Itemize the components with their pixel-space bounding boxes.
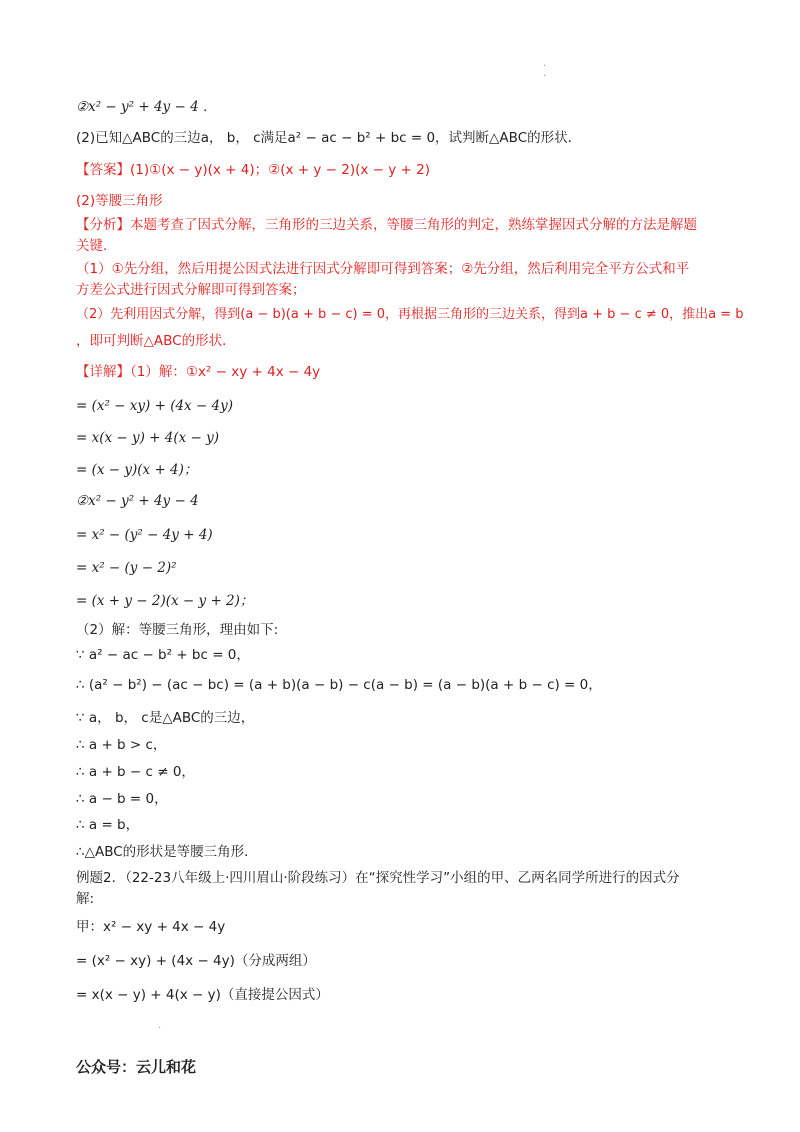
analysis-line-2: 关键． [76, 238, 117, 254]
analysis-line-5: （2）先利用因式分解，得到(a − b)(a + b − c) = 0，再根据三角形的三边关系，得到a + b − c ≠ 0，推出a = b [76, 307, 744, 322]
example-2-intro-line-2: 解: [76, 891, 95, 907]
scan-mark: . [158, 1020, 162, 1031]
problem-2-statement: (2)已知△ABC的三边a， b， c满足a² − ac − b² + bc = 0，试判断△ABC的形状． [76, 130, 582, 146]
detail-step-5: = x² − (y² − 4y + 4) [76, 527, 213, 543]
analysis-line-4: 方差公式进行因式分解即可得到答案； [76, 282, 306, 298]
proof-step-5: ∴ a + b − c ≠ 0， [76, 764, 195, 780]
answer-heading: 【答案】(1)①(x − y)(x + 4)；②(x + y − 2)(x − y + 2) [76, 162, 431, 178]
proof-step-3: ∵ a， b， c是△ABC的三边， [76, 710, 255, 726]
problem-part-2: ②x² − y² + 4y − 4 ． [76, 99, 217, 115]
proof-step-7: ∴ a = b， [76, 817, 140, 833]
footer-account: 公众号：云儿和花 [76, 1058, 197, 1076]
detail-step-1: = (x² − xy) + (4x − 4y) [76, 398, 234, 414]
part-2-solution-heading: （2）解：等腰三角形，理由如下: [76, 622, 279, 638]
analysis-line-6: ，即可判断△ABC的形状． [76, 333, 236, 349]
scan-mark: . [543, 58, 547, 69]
proof-conclusion: ∴△ABC的形状是等腰三角形． [76, 844, 258, 860]
example-2-jia-step-1: = (x² − xy) + (4x − 4y)（分成两组） [76, 953, 316, 969]
answer-part-2: (2)等腰三角形 [76, 193, 163, 209]
detail-step-2: = x(x − y) + 4(x − y) [76, 430, 220, 446]
example-2-jia-expression: 甲：x² − xy + 4x − 4y [76, 919, 226, 935]
example-2-jia-step-2: = x(x − y) + 4(x − y)（直接提公因式） [76, 987, 329, 1003]
scan-mark: . [543, 68, 547, 79]
analysis-line-1: 【分析】本题考查了因式分解，三角形的三边关系，等腰三角形的判定，熟练掌握因式分解的方法是解题 [76, 217, 697, 233]
detail-step-6: = x² − (y − 2)² [76, 560, 177, 576]
example-2-intro-line-1: 例题2．（22-23八年级上·四川眉山·阶段练习）在“探究性学习”小组的甲、乙两名同学所进行的因式分 [76, 870, 680, 886]
analysis-line-3: （1）①先分组，然后用提公因式法进行因式分解即可得到答案；②先分组，然后利用完全平方公式和平 [76, 261, 690, 277]
proof-step-4: ∴ a + b > c， [76, 737, 167, 753]
proof-step-6: ∴ a − b = 0， [76, 791, 168, 807]
detail-step-7: = (x + y − 2)(x − y + 2)； [76, 593, 254, 609]
proof-step-1: ∵ a² − ac − b² + bc = 0， [76, 647, 250, 663]
detail-step-3: = (x − y)(x + 4)； [76, 462, 198, 478]
proof-step-2: ∴ (a² − b²) − (ac − bc) = (a + b)(a − b) − c(a − b) = (a − b)(a + b − c) = 0， [76, 677, 602, 693]
detail-step-4: ②x² − y² + 4y − 4 [76, 493, 199, 509]
detail-heading: 【详解】（1）解：①x² − xy + 4x − 4y [76, 364, 321, 380]
